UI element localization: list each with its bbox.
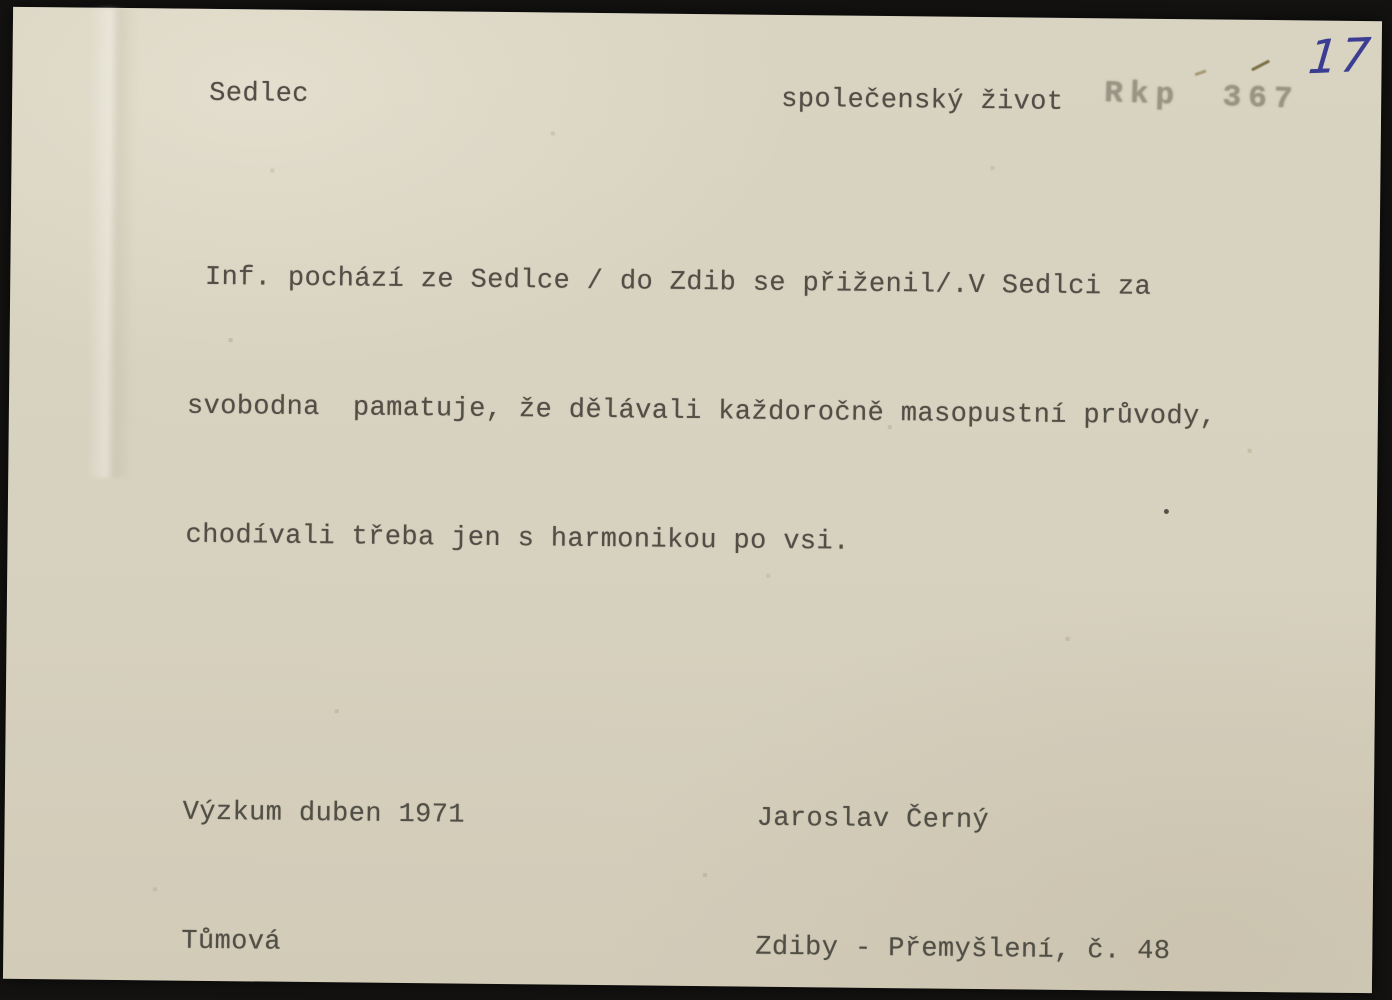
card-body-paragraph (184, 171, 1218, 655)
stray-fiber-mark (1194, 69, 1206, 76)
body-line: chodívali třeba jen s harmonikou po vsi. (185, 520, 850, 558)
card-category-heading: společenský život (781, 84, 1064, 118)
informant-info-block (754, 712, 1173, 1000)
research-date: Výzkum duben 1971 (182, 797, 466, 831)
informant-name: Jaroslav Černý (756, 803, 990, 837)
collector-name: Tůmová (181, 926, 282, 958)
handwritten-page-number: 17 (1306, 27, 1376, 85)
paper-crease (86, 8, 137, 478)
stray-fiber-mark (1251, 59, 1270, 71)
informant-address: Zdiby - Přemyšlení, č. 48 (755, 932, 1171, 968)
card-location-heading: Sedlec (209, 78, 310, 110)
paper-speckles (13, 7, 15, 9)
body-line: Inf. pochází ze Sedlce / do Zdib se přiženil/.V Sedlci za (188, 262, 1152, 303)
paper-card (3, 7, 1382, 993)
body-line: svobodna pamatuje, že dělávali každoročně masopustní průvody, (186, 391, 1217, 433)
research-info-block (180, 706, 466, 1000)
manuscript-number-stamp: Rkp 367 (1103, 76, 1301, 118)
